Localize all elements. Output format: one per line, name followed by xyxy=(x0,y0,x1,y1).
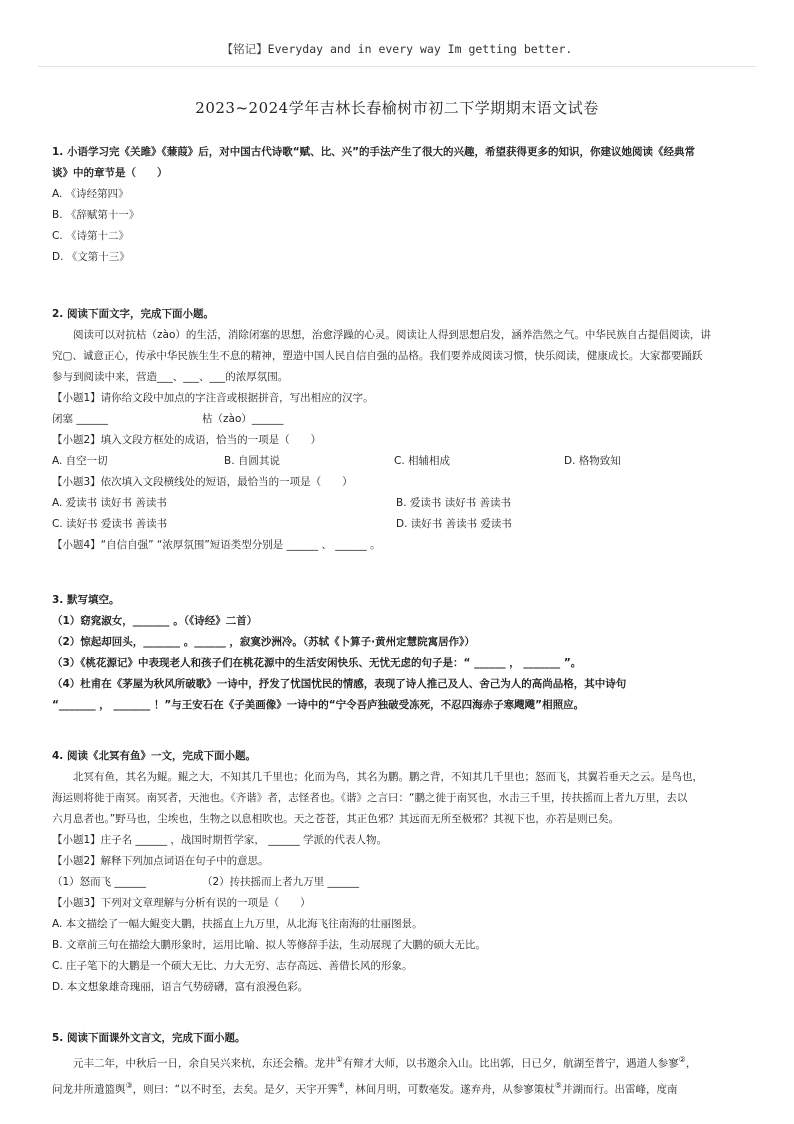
exam-title: 2023~2024学年吉林长春榆树市初二下学期期末语文试卷 xyxy=(195,99,599,117)
option-b: B. 《辞赋第十一》 xyxy=(52,209,140,221)
footnote-marker: ⑤ xyxy=(554,1080,562,1090)
question-1-stem: 1. 小语学习完《关雎》《蒹葭》后，对中国古代诗歌“赋、比、兴”的手法产生了很大的兴趣，希望获得更多的知识，你建议她阅读《经典常 xyxy=(52,146,695,158)
footnote-marker: ② xyxy=(678,1055,686,1064)
option-a: A. 本文描绘了一幅大鲲变大鹏，扶摇直上九万里，从北海飞往南海的壮丽图景。 xyxy=(52,918,423,930)
option-c: C. 相辅相成 xyxy=(394,455,451,467)
passage-text: 并湖而行。出雷峰，度南 xyxy=(561,1083,678,1095)
passage-line: 参与到阅读中来，营造___、___、___的浓厚氛围。 xyxy=(52,371,289,383)
passage-line xyxy=(52,1075,746,1101)
passage-text: 有辩才大师，以书邀余入山。比出郭，日已夕，航湖至普宁，遇道人参寥 xyxy=(342,1057,679,1070)
passage-text: ，则曰：“以不时至，去矣。是夕，天宇开霁 xyxy=(132,1083,338,1095)
fill-line-3: （3）《桃花源记》中表现老人和孩子们在桃花源中的生活安闲快乐、无忧无虑的句子是：“ ______ ， _______ ”。 xyxy=(52,657,582,669)
subquestion-2-options xyxy=(52,451,746,472)
blank-bise: 闭塞 ______ xyxy=(52,413,108,425)
question-1 xyxy=(52,142,746,268)
subquestion-3-options-row2 xyxy=(52,514,746,535)
fill-line-2: （2）惊起却回头，_______ 。______ ，寂寞沙洲冷。（苏轼《卜算子·黄州定慧院寓居作》） xyxy=(52,636,475,648)
passage-line xyxy=(52,1049,746,1075)
motto-header: 【铭记】Everyday and in every way Im getting better. xyxy=(221,42,573,56)
option-a: A. 爱读书 读好书 善读书 xyxy=(52,497,167,509)
fill-line-4-cont: “_______ ， _______ ！”与王安石在《子美画像》一诗中的“宁令吾庐独破受冻死，不忍四海赤子寒飕飕”相照应。 xyxy=(52,699,585,711)
subquestion-1: 【小题1】庄子名 ______ ，战国时期哲学家， ______ 学派的代表人物。 xyxy=(52,834,388,846)
option-d: D. 《文第十三》 xyxy=(52,251,130,263)
footnote-marker: ① xyxy=(335,1055,343,1064)
fill-line-4: （4）杜甫在《茅屋为秋风所破歌》一诗中，抒发了忧国忧民的情感，表现了诗人推己及人、舍己为人的高尚品格，其中诗句 xyxy=(52,678,627,690)
subquestion-2: 【小题2】填入文段方框处的成语，恰当的一项是（ ） xyxy=(52,434,322,446)
passage-text: 问龙井所遣篮舆 xyxy=(52,1083,126,1095)
passage-line: 阅读可以对抗枯（zào）的生活，消除闭塞的思想，治愈浮躁的心灵。阅读让人得到思想启发，涵养浩然之气。中华民族自古提倡阅读，讲 xyxy=(73,329,711,341)
question-5 xyxy=(52,1028,746,1100)
option-a: A. 自空一切 xyxy=(52,455,108,467)
subquestion-2: 【小题2】解释下列加点词语在句子中的意思。 xyxy=(52,855,269,867)
item-1: （1）怒而飞 ______ xyxy=(52,876,147,888)
header-divider xyxy=(38,66,756,67)
passage-line: 究▢、诚意正心，传承中华民族生生不息的精神，塑造中国人民自信自强的品格。我们要养成阅读习惯，快乐阅读，健康成长。大家都要踊跃 xyxy=(52,350,703,362)
fill-line-1: （1）窈窕淑女，_______ 。（《诗经》二首） xyxy=(52,615,258,627)
footnote-marker: ④ xyxy=(337,1080,345,1090)
subquestion-3-options-row1 xyxy=(52,493,746,514)
passage-line: 六月息者也。”野马也，尘埃也，生物之以息相吹也。天之苍苍，其正色邪？其远而无所至极邪？其视下也，亦若是则已矣。 xyxy=(52,813,620,825)
option-d: D. 格物致知 xyxy=(564,455,621,467)
passage-line: 北冥有鱼，其名为鲲。鲲之大，不知其几千里也；化而为鸟，其名为鹏。鹏之背，不知其几千里也；怒而飞，其翼若垂天之云。是鸟也， xyxy=(73,771,703,783)
option-d: D. 读好书 善读书 爱读书 xyxy=(396,518,512,530)
passage-text: 元丰二年，中秋后一日，余自吴兴来杭，东还会稽。龙井 xyxy=(73,1057,336,1070)
option-c: C. 《诗第十二》 xyxy=(52,230,130,242)
question-3 xyxy=(52,590,746,716)
question-4 xyxy=(52,746,746,998)
exam-content xyxy=(52,142,746,1100)
question-2 xyxy=(52,304,746,556)
question-3-stem: 3. 默写填空。 xyxy=(52,594,120,606)
passage-line: 海运则将徙于南冥。南冥者，天池也。《齐谐》者，志怪者也。《谐》之言曰：“鹏之徙于南冥也，水击三千里，抟扶摇而上者九万里，去以 xyxy=(52,792,688,804)
subquestion-1-blanks xyxy=(52,409,746,430)
footnote-marker: ③ xyxy=(125,1080,133,1090)
subquestion-3: 【小题3】依次填入文段横线处的短语，最恰当的一项是（ ） xyxy=(52,476,353,488)
question-5-stem: 5. 阅读下面课外文言文，完成下面小题。 xyxy=(52,1032,246,1044)
passage-text: ，林间月明，可数毫发。遂弃舟，从参寥策杖 xyxy=(344,1083,555,1095)
item-2: （2）抟扶摇而上者九万里 ______ xyxy=(202,876,360,888)
subquestion-4: 【小题4】“自信自强” “浓厚氛围”短语类型分别是 ______ 、 ______ 。 xyxy=(52,539,381,551)
option-b: B. 自圆其说 xyxy=(224,455,280,467)
question-1-stem-cont: 谈》中的章节是（ ） xyxy=(52,167,168,179)
option-c: C. 读好书 爱读书 善读书 xyxy=(52,518,168,530)
option-b: B. 爱读书 读好书 善读书 xyxy=(396,497,512,509)
question-2-stem: 2. 阅读下面文字，完成下面小题。 xyxy=(52,308,214,320)
option-a: A. 《诗经第四》 xyxy=(52,188,129,200)
option-b: B. 文章前三句在描绘大鹏形象时，运用比喻、拟人等修辞手法，生动展现了大鹏的硕大无比。 xyxy=(52,939,486,951)
subquestion-1: 【小题1】请你给文段中加点的字注音或根据拼音，写出相应的汉字。 xyxy=(52,392,374,404)
question-4-stem: 4. 阅读《北冥有鱼》一文，完成下面小题。 xyxy=(52,750,256,762)
passage-text: ， xyxy=(685,1057,697,1070)
option-d: D. 本文想象雄奇瑰丽，语言气势磅礴，富有浪漫色彩。 xyxy=(52,981,309,993)
option-c: C. 庄子笔下的大鹏是一个硕大无比、力大无穷、志存高远、善借长风的形象。 xyxy=(52,960,413,972)
subquestion-3: 【小题3】下列对文章理解与分析有误的一项是（ ） xyxy=(52,897,311,909)
subquestion-2-items xyxy=(52,872,746,893)
blank-zao: 枯（zào）______ xyxy=(202,413,284,425)
